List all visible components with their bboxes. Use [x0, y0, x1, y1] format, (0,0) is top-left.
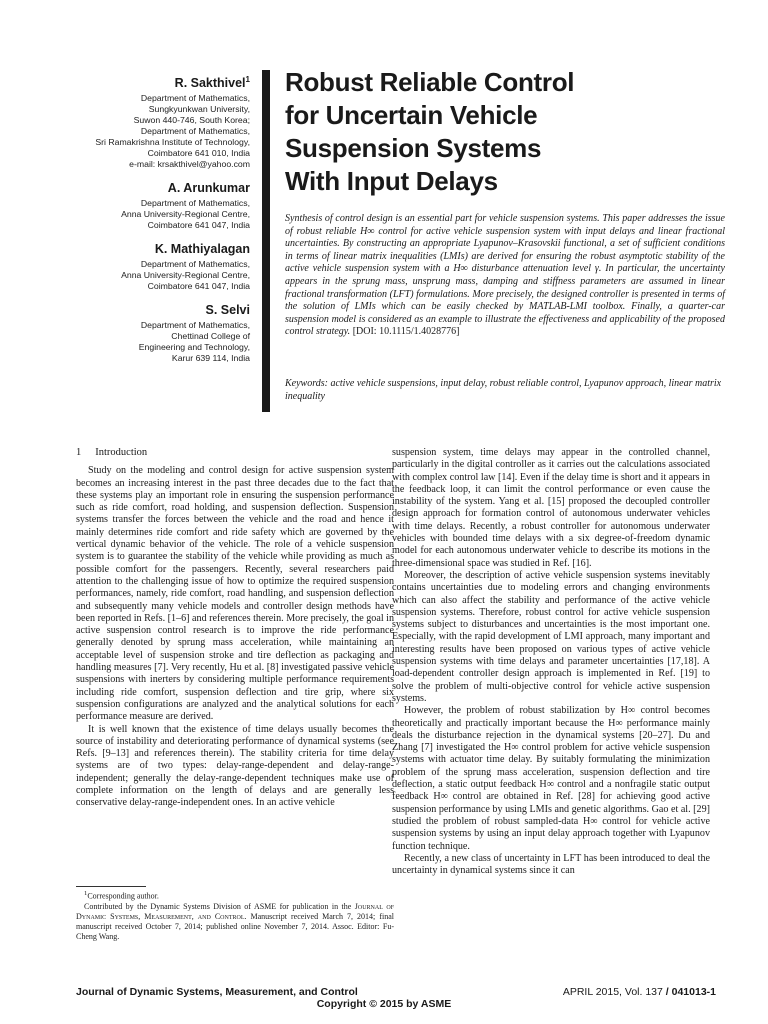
- body-column-right: [392, 447, 710, 877]
- affiliation-line: Sungkyunkwan University,: [148, 104, 250, 115]
- section-title: Introduction: [95, 447, 148, 458]
- footnote-rule: [76, 886, 146, 887]
- title-line: With Input Delays: [285, 166, 498, 196]
- doi-link[interactable]: [DOI: 10.1115/1.4028776]: [352, 326, 460, 338]
- body-paragraph: Moreover, the description of active vehicle suspension systems inevitably contains uncertainties due to modeling errors and changing environments which can also affect the stability and performance of the active vehicle suspension systems. Therefore, robust control for active vehicle suspension systems subject to disturbances and uncertainties is the most important one. Especially, with the rapid development of LMI approach, many important and interesting results have been proposed on various types of active vehicle suspension systems with time delays and parameter uncertainties [17,18]. A load-dependent controller design approach is implemented in Ref. [19] to solve the problem of multi-objective control for vehicle active suspension systems.: [392, 569, 710, 704]
- footnote-corresponding: $^1$Corresponding author.: [84, 890, 159, 901]
- affiliation-line: Karur 639 114, India: [171, 353, 250, 364]
- paper-title: [285, 66, 725, 198]
- affiliation-line: Department of Mathematics,: [140, 259, 250, 270]
- body-column-left: [76, 447, 394, 810]
- affiliation-line: Sri Ramakrishna Institute of Technology,: [95, 137, 250, 148]
- affiliation-line: Suwon 440-746, South Korea;: [133, 115, 250, 126]
- body-paragraph: It is well known that the existence of time delays usually becomes the source of instability and deteriorating performance of dynamical systems (see Refs. [9–13] and references therein). The stability criteria for time delay systems are of two types: delay-range-dependent and delay-range-independent; generally the delay-range-dependent techniques make use of complete information on the length of delays and are generally less conservative delay-range-independent ones. In an active vehicle: [76, 723, 394, 809]
- footer-issue-info: [563, 986, 716, 998]
- affiliation-line: Department of Mathematics,: [140, 198, 250, 209]
- affiliation-line: Engineering and Technology,: [138, 342, 250, 353]
- abstract: [285, 213, 725, 339]
- author-name: R. Sakthivel$^1$: [174, 75, 250, 91]
- footnote-submission: Contributed by the Dynamic Systems Division of ASME for publication in the Journal of Dynamic Systems, Measurement, and Control. Manuscript received March 7, 2014; final manuscript received October 7, 2014; published online November 7, 2014. Assoc. Editor: Fu-Cheng Wang.: [76, 901, 394, 941]
- affiliation-line: Anna University-Regional Centre,: [121, 270, 250, 281]
- title-line: Robust Reliable Control: [285, 67, 575, 97]
- author-block: [60, 72, 250, 170]
- footer-copyright: Copyright © 2015 by ASME: [316, 998, 452, 1010]
- affiliation-line: Anna University-Regional Centre,: [121, 209, 250, 220]
- keywords: Keywords: active vehicle suspensions, input delay, robust reliable control, Lyapunov approach, linear matrix inequality: [285, 378, 722, 402]
- body-paragraph: Recently, a new class of uncertainty in LFT has been introduced to deal the uncertainty in dynamical systems since it can: [392, 852, 710, 877]
- body-paragraph: Study on the modeling and control design for active suspension system becomes an increasing interest in the past three decades due to the fact that these systems play an important role in ensuring the suspension performance such as ride comfort, road holding, and suspension deflection. Suspension systems transfer the forces between the vehicle and the road and hence it mainly determines ride comfort and ride safety which are governed by the vertical dynamic behavior of the vehicle. The role of a vehicle suspension system is to guarantee the stability of the vehicle while providing as much as possible comfort for the passengers. Recently, several researchers paid attention to the challenging issue of how to optimize the required suspension performances, namely, ride comfort, road handling, and suspension deflection and subsequently many vehicle models and controller design methods have been reported in Refs. [1–6] and references therein. More precisely, the goal in active suspension control research is to improve the ride performance generally denoted by sprung mass acceleration, while maintaining an acceptable level of suspension stroke and tire deflection as packaging and handling measures [7]. Very recently, Hu et al. [8] investigated passive vehicle suspensions with inerters by considering multiple performance requirements including ride comfort, suspension deflection and tire grip, where six suspension configurations are analyzed and the analytical solutions for each performance measure are derived.: [76, 465, 395, 723]
- author-email: e-mail: krsakthivel@yahoo.com: [129, 159, 250, 170]
- author-block: [60, 302, 250, 364]
- footnote: [76, 889, 394, 942]
- author-block: [60, 241, 250, 292]
- abstract-text: Synthesis of control design is an essential part for vehicle suspension systems. This paper addresses the issue of robust reliable H∞ control for active vehicle suspension system with input delays and linear fractional uncertainties. By constructing an appropriate Lyapunov–Krasovskii functional, a set of sufficient conditions in terms of linear matrix inequalities (LMIs) are derived for ensuring the robust asymptotic stability of the active vehicle suspension system with a H∞ disturbance attenuation level γ. In particular, the uncertainty appears in the sprung mass, unsprung mass, damping and stiffness parameters are assumed in linear fractional transformation (LFT) formulations. More precisely, the designed controller is presented in terms of the solution of LMIs which can be easily checked by MATLAB-LMI toolbox. Finally, a quarter-car suspension model is considered as an example to illustrate the effectiveness and applicability of the proposed control strategy.: [285, 213, 725, 338]
- author-list: [60, 72, 250, 374]
- footer-journal-name: Journal of Dynamic Systems, Measurement, and Control: [76, 986, 358, 998]
- affiliation-line: Chettinad College of: [171, 331, 250, 342]
- author-block: [60, 180, 250, 231]
- body-paragraph: However, the problem of robust stabilization by H∞ control becomes theoretically and practically important because the H∞ performance mainly deals the disturbance rejection in the dynamical systems [20–27]. Du and Zhang [7] investigated the H∞ control problem for active vehicle suspension systems with actuator time delay. By suitably formulating the minimization problem of the sprung mass acceleration, suspension deflection and tire deflection, a static output feedback H∞ control and a nonfragile static output feedback H∞ control are obtained in Ref. [28] for achieving good active suspension performance by using LMIs and genetic algorithms. Gao et al. [29] studied the problem of robust sampled-data H∞ control for vehicle active suspension systems by using an input delay approach together with Lyapunov function technique.: [392, 705, 710, 852]
- affiliation-line: Department of Mathematics,: [140, 93, 250, 104]
- affiliation-line: Coimbatore 641 010, India: [147, 148, 250, 159]
- affiliation-line: Department of Mathematics,: [140, 320, 250, 331]
- author-name: A. Arunkumar: [167, 181, 250, 196]
- affiliation-line: Coimbatore 641 047, India: [147, 220, 250, 231]
- author-name: S. Selvi: [205, 303, 250, 318]
- affiliation-line: Coimbatore 641 047, India: [147, 281, 250, 292]
- body-paragraph: suspension system, time delays may appear in the controlled channel, particularly in the digital controller as it carries out the calculations associated with complex control law [14]. Even if the delay time is short and it appears in the feedback loop, it can limit the control performance or even cause the instability of the system. Yang et al. [15] proposed the decoupled controller design approach for formation control of autonomous underwater vehicles with time delays. Recently, a robust controller for autonomous underwater vehicles with bounded time delays with a six degree-of-freedom dynamic model for each autonomous underwater vehicle to describe its motions in the three-dimensional space was studied in Ref. [16].: [392, 447, 710, 569]
- corresponding-mark: 1: [245, 75, 250, 84]
- section-number: 1: [76, 447, 82, 458]
- footnote-mark: 1: [84, 890, 88, 897]
- issue-separator: /: [665, 986, 669, 998]
- title-line: for Uncertain Vehicle: [285, 100, 538, 130]
- section-heading: [76, 447, 394, 459]
- journal-name-smallcaps: Journal of Dynamic Systems, Measurement, and Control: [76, 901, 394, 921]
- issue-volume: APRIL 2015, Vol. 137: [562, 986, 663, 998]
- affiliation-line: Department of Mathematics,: [140, 126, 250, 137]
- title-divider-bar: [262, 70, 270, 412]
- article-number: 041013-1: [671, 986, 716, 998]
- title-line: Suspension Systems: [285, 133, 542, 163]
- author-name: K. Mathiyalagan: [154, 242, 250, 257]
